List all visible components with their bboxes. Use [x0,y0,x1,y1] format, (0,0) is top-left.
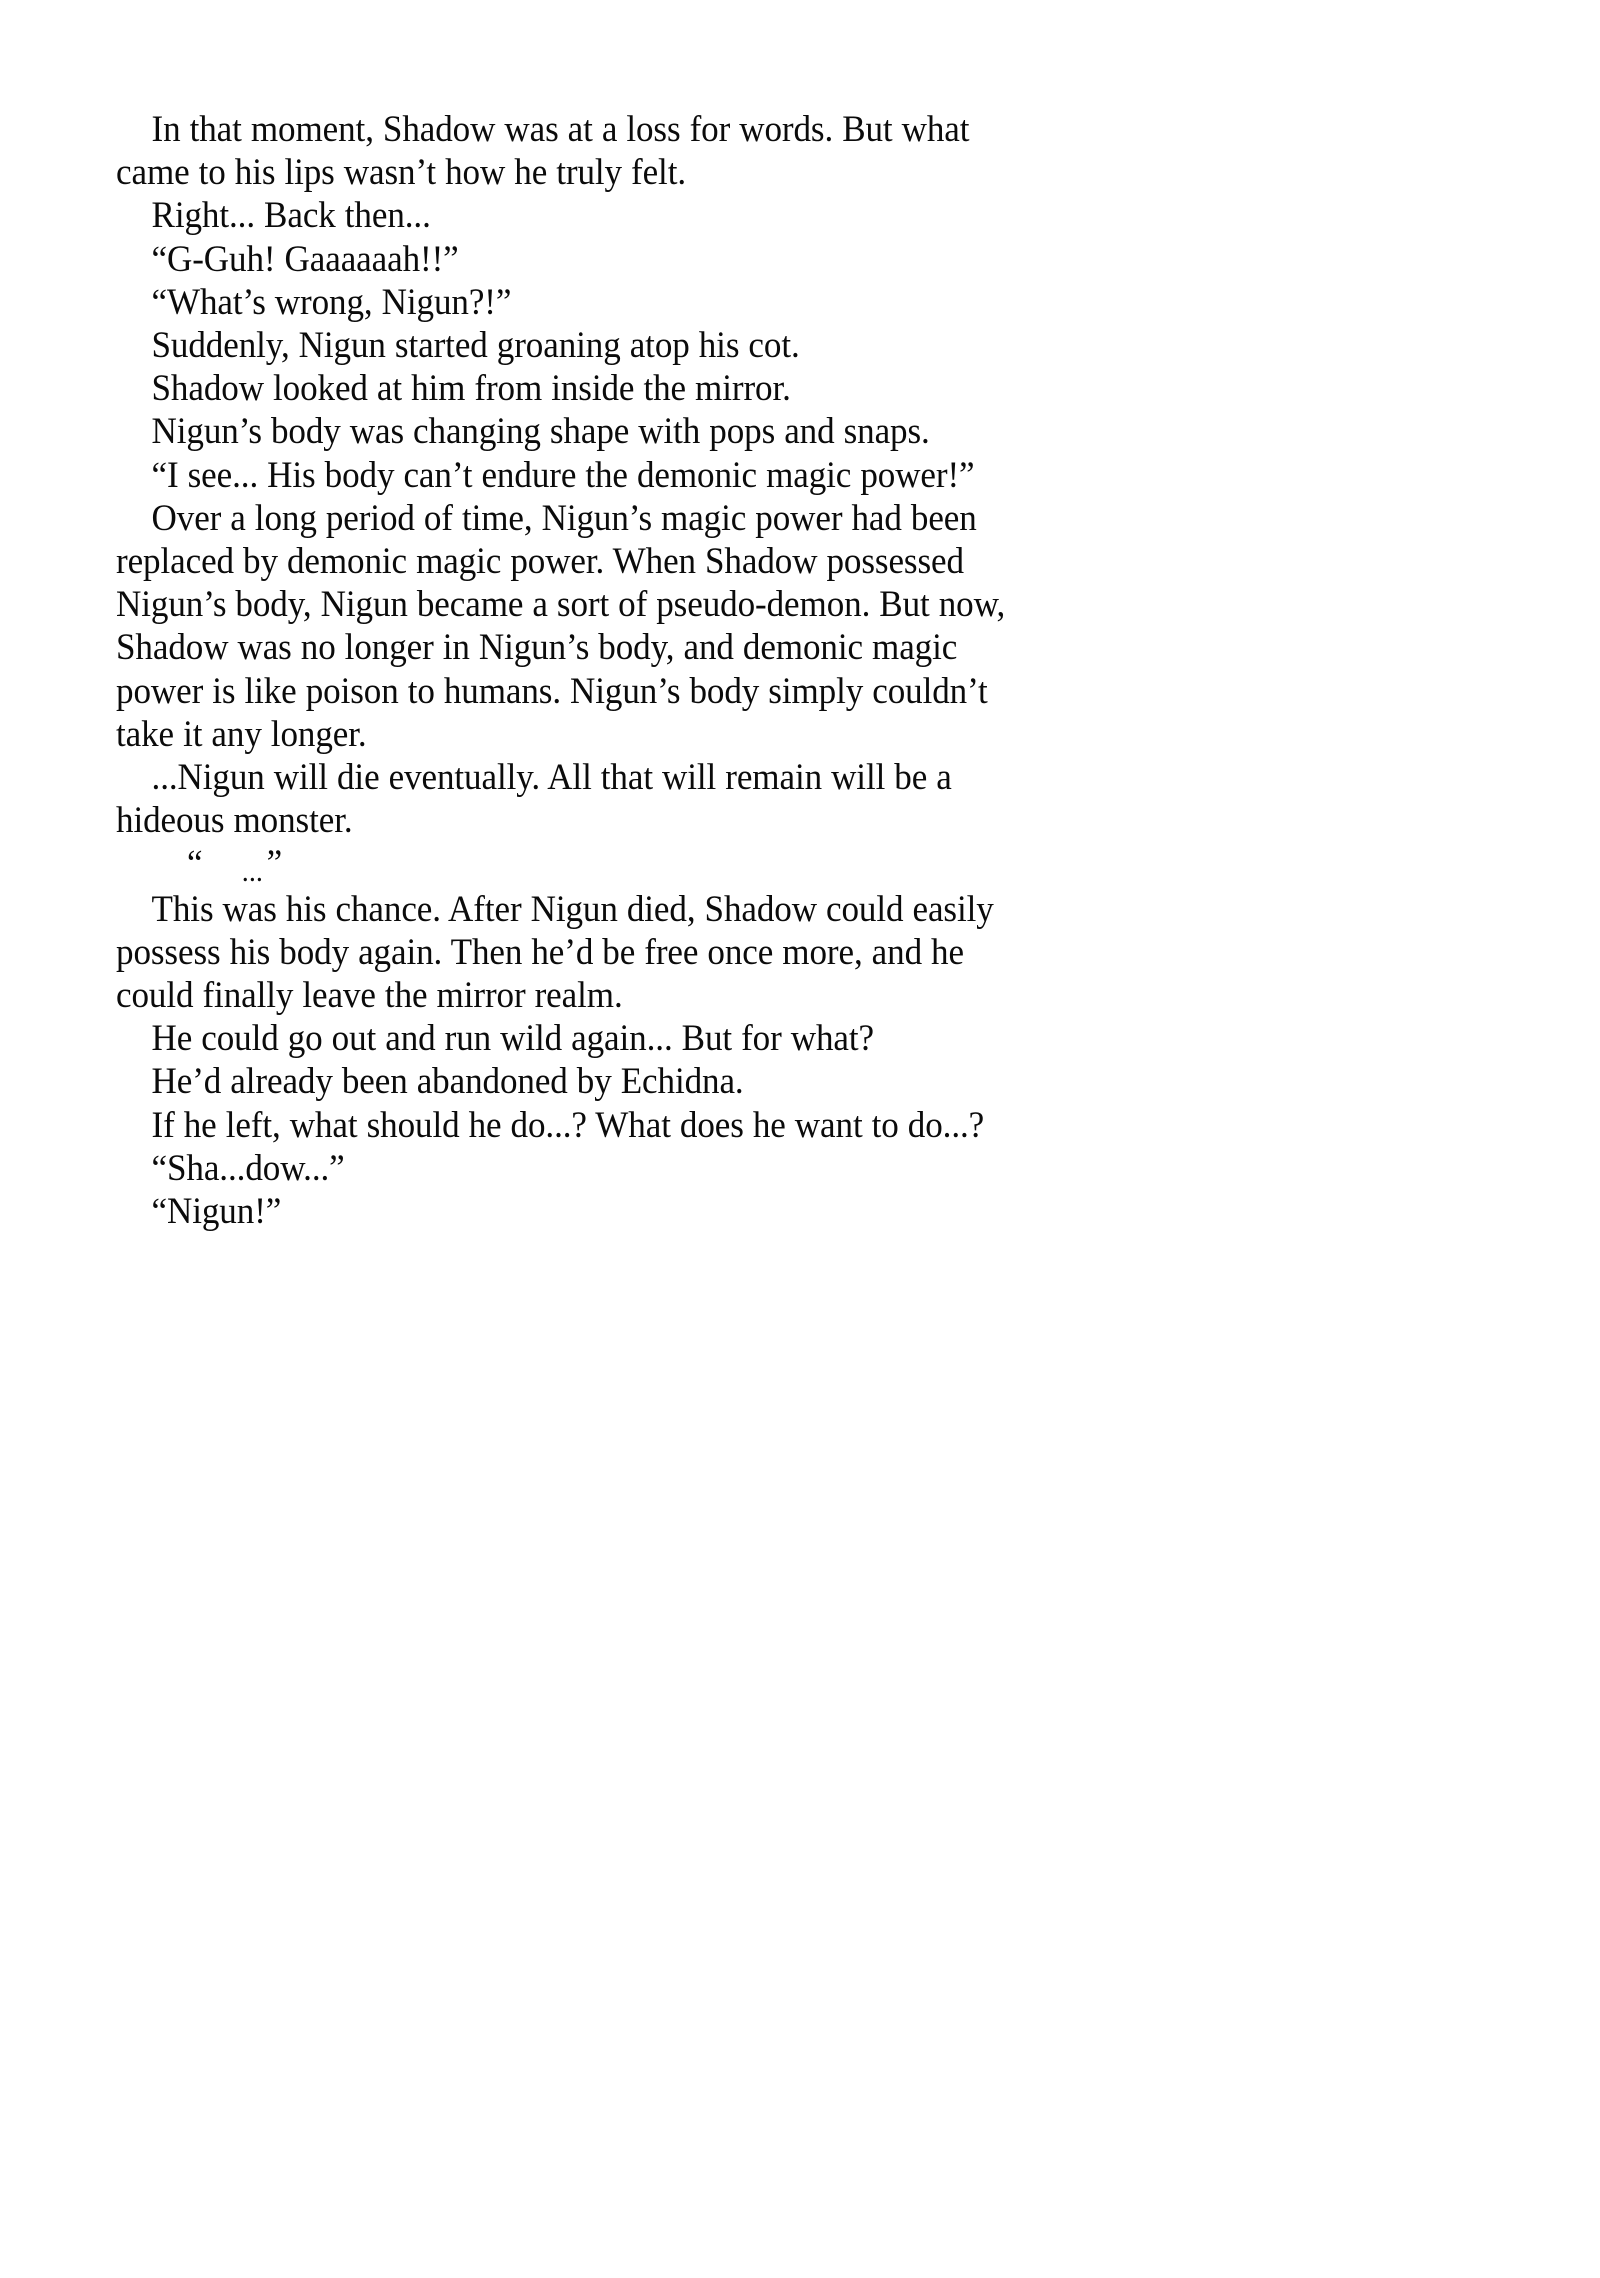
paragraph-text: Over a long period of time, Nigun’s magic power had been replaced by demonic magic power. When Shadow possessed Nigun’s body, Nigun became a sort of pseudo-demon. But now, Shadow was no longer in Nigun’s body, and demonic magic power is like poison to humans. Nigun’s body simply couldn’t take it any longer. [116,497,1006,755]
open-quote: “ [187,843,203,885]
paragraph-text: “Nigun!” [151,1191,282,1233]
paragraph-text: If he left, what should he do...? What does he want to do...? [151,1104,985,1146]
dialogue-ellipsis-line [116,842,1016,887]
dialogue-line [116,281,1016,324]
paragraph-text: “Sha...dow...” [151,1147,345,1189]
paragraph-text: This was his chance. After Nigun died, Shadow could easily possess his body again. Then he’d be free once more, and he could finally leave the mirror realm. [116,888,994,1017]
paragraph [116,108,1016,194]
ellipsis-line-inner [116,842,1016,887]
paragraph-text: In that moment, Shadow was at a loss for words. But what came to his lips wasn’t how he truly felt. [116,109,970,194]
paragraph [116,756,1016,842]
paragraph-text: “What’s wrong, Nigun?!” [151,281,512,323]
paragraph [116,324,1016,367]
paragraph-text: ...Nigun will die eventually. All that will remain will be a hideous monster. [116,757,952,842]
dialogue-line [116,454,1016,497]
paragraph [116,497,1016,756]
paragraph [116,194,1016,237]
paragraph-text: “I see... His body can’t endure the demonic magic power!” [151,454,975,496]
dialogue-line [116,1190,1016,1233]
paragraph-text: Right... Back then... [151,195,431,237]
paragraph-text: Nigun’s body was changing shape with pops and snaps. [151,411,930,453]
close-quote: ” [266,843,283,885]
ellipsis-dots: ... [241,855,263,889]
body-text-block [116,108,1016,1233]
paragraph-text: Suddenly, Nigun started groaning atop his cot. [151,325,800,367]
dialogue-line [116,238,1016,281]
paragraph-text: “G-Guh! Gaaaaaah!!” [151,238,459,280]
paragraph [116,367,1016,410]
paragraph [116,888,1016,1018]
paragraph-text: He’d already been abandoned by Echidna. [151,1061,744,1103]
paragraph [116,410,1016,453]
paragraph [116,1017,1016,1060]
dialogue-line [116,1147,1016,1190]
ellipsis-quote-group [152,842,283,887]
paragraph-text: Shadow looked at him from inside the mirror. [151,368,791,410]
paragraph [116,1104,1016,1147]
paragraph-text: He could go out and run wild again... But for what? [151,1018,874,1060]
paragraph [116,1060,1016,1103]
